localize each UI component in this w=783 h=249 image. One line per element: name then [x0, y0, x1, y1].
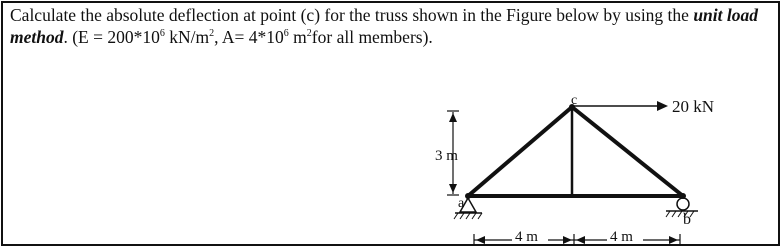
roller-support-b — [666, 198, 698, 217]
span-dimension — [474, 234, 680, 246]
a-prefix: , A= 4*10 — [214, 27, 284, 47]
a-units-exponent: 2 — [306, 28, 312, 40]
problem-intro: Calculate the absolute deflection at point (c) for the truss shown in the Figure below by using the — [10, 5, 694, 25]
problem-method: unit load method — [10, 5, 758, 47]
a-exponent: 6 — [283, 28, 289, 40]
load-label: 20 kN — [672, 97, 715, 116]
e-units: kN/m — [164, 27, 210, 47]
e-units-exponent: 2 — [209, 28, 215, 40]
label-b: b — [683, 211, 691, 228]
span-left-label: 4 m — [515, 229, 538, 245]
label-c: c — [571, 93, 578, 108]
label-a: a — [458, 196, 465, 211]
member-ac — [468, 107, 572, 196]
load-arrow — [572, 101, 668, 111]
problem-suffix: for all members). — [311, 27, 433, 47]
span-right-label: 4 m — [610, 229, 633, 245]
e-exponent: 6 — [159, 28, 165, 40]
problem-properties-prefix: . (E = 200*10 — [63, 27, 160, 47]
height-label: 3 m — [435, 148, 458, 164]
member-cb — [572, 107, 683, 196]
a-units: m — [288, 27, 307, 47]
